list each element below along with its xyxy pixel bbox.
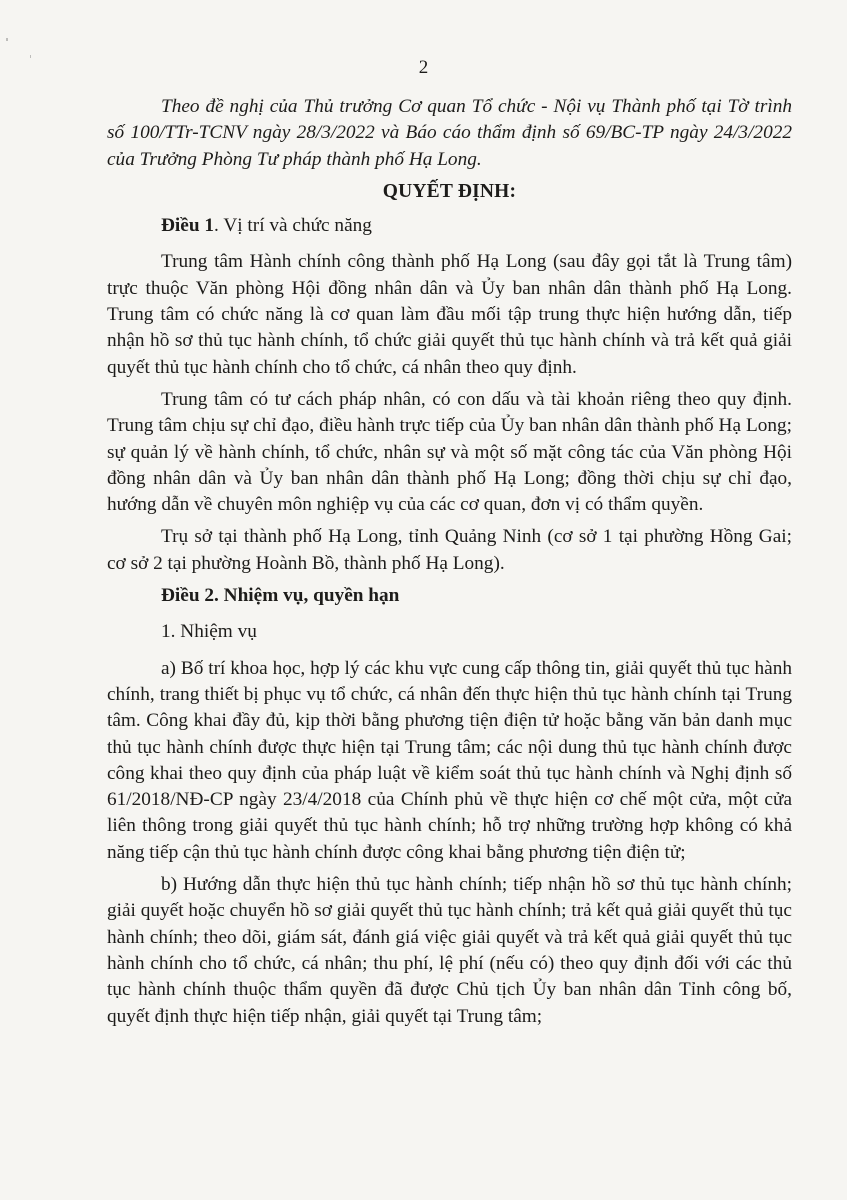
- article-1-paragraph: Trụ sở tại thành phố Hạ Long, tỉnh Quảng Ninh (cơ sở 1 tại phường Hồng Gai; cơ sở 2 tại phường Hoành Bồ, thành phố Hạ Long).: [107, 526, 792, 574]
- article-1-paragraph: Trung tâm Hành chính công thành phố Hạ Long (sau đây gọi tắt là Trung tâm) trực thuộc Văn phòng Hội đồng nhân dân và Ủy ban nhân dân thành phố Hạ Long. Trung tâm có chức năng là cơ quan làm đầu mối tập trung thực hiện hướng dẫn, tiếp nhận hồ sơ thủ tục hành chính, tổ chức giải quyết thủ tục hành chính và trả kết quả giải quyết thủ tục hành chính cho tổ chức, cá nhân theo quy định.: [107, 251, 792, 378]
- scan-speck: [6, 38, 8, 41]
- article-1-heading: [107, 213, 792, 239]
- page-number: 2: [418, 57, 429, 78]
- document-body: [107, 94, 792, 1036]
- intro-paragraph: Theo đề nghị của Thủ trưởng Cơ quan Tổ chức - Nội vụ Thành phố tại Tờ trình số 100/TTr-TCNV ngày 28/3/2022 và Báo cáo thẩm định số 69/BC-TP ngày 24/3/2022 của Trưởng Phòng Tư pháp thành phố Hạ Long.: [107, 96, 792, 170]
- article-1-title: . Vị trí và chức năng: [214, 215, 372, 237]
- article-2-section-1: 1. Nhiệm vụ: [161, 621, 257, 643]
- article-2-heading: Điều 2. Nhiệm vụ, quyền hạn: [161, 585, 400, 607]
- decision-heading: QUYẾT ĐỊNH:: [382, 180, 517, 202]
- article-2-paragraph: b) Hướng dẫn thực hiện thủ tục hành chính; tiếp nhận hồ sơ thủ tục hành chính; giải quyết hoặc chuyển hồ sơ giải quyết thủ tục hành chính; trả kết quả giải quyết thủ tục hành chính; theo dõi, giám sát, đánh giá việc giải quyết và trả kết quả giải quyết thủ tục hành chính cho tổ chức, cá nhân; thu phí, lệ phí (nếu có) theo quy định đối với các thủ tục hành chính thuộc thẩm quyền đã được Chủ tịch Ủy ban nhân dân Tỉnh công bố, quyết định thực hiện tiếp nhận, giải quyết tại Trung tâm;: [107, 874, 792, 1027]
- article-1-paragraph: Trung tâm có tư cách pháp nhân, có con dấu và tài khoản riêng theo quy định. Trung tâm chịu sự chỉ đạo, điều hành trực tiếp của Ủy ban nhân dân thành phố Hạ Long; sự quản lý về hành chính, tổ chức, nhân sự và một số mặt công tác của Văn phòng Hội đồng nhân dân và Ủy ban nhân dân thành phố Hạ Long; đồng thời chịu sự chỉ đạo, hướng dẫn về chuyên môn nghiệp vụ của các cơ quan, đơn vị có thẩm quyền.: [107, 388, 792, 516]
- article-1-label: Điều 1: [161, 215, 215, 237]
- article-2-paragraph: a) Bố trí khoa học, hợp lý các khu vực cung cấp thông tin, giải quyết thủ tục hành chính, trang thiết bị phục vụ tổ chức, cá nhân đến thực hiện thủ tục hành chính tại Trung tâm. Công khai đầy đủ, kịp thời bằng phương tiện điện tử hoặc bằng văn bản danh mục thủ tục hành chính được thực hiện tại Trung tâm; các nội dung thủ tục hành chính được công khai theo quy định của pháp luật về kiểm soát thủ tục hành chính và Nghị định số 61/2018/NĐ-CP ngày 23/4/2018 của Chính phủ về thực hiện cơ chế một cửa, một cửa liên thông trong giải quyết thủ tục hành chính; hỗ trợ những trường hợp không có khả năng tiếp cận thủ tục hành chính được công khai bằng phương tiện điện tử;: [107, 657, 792, 863]
